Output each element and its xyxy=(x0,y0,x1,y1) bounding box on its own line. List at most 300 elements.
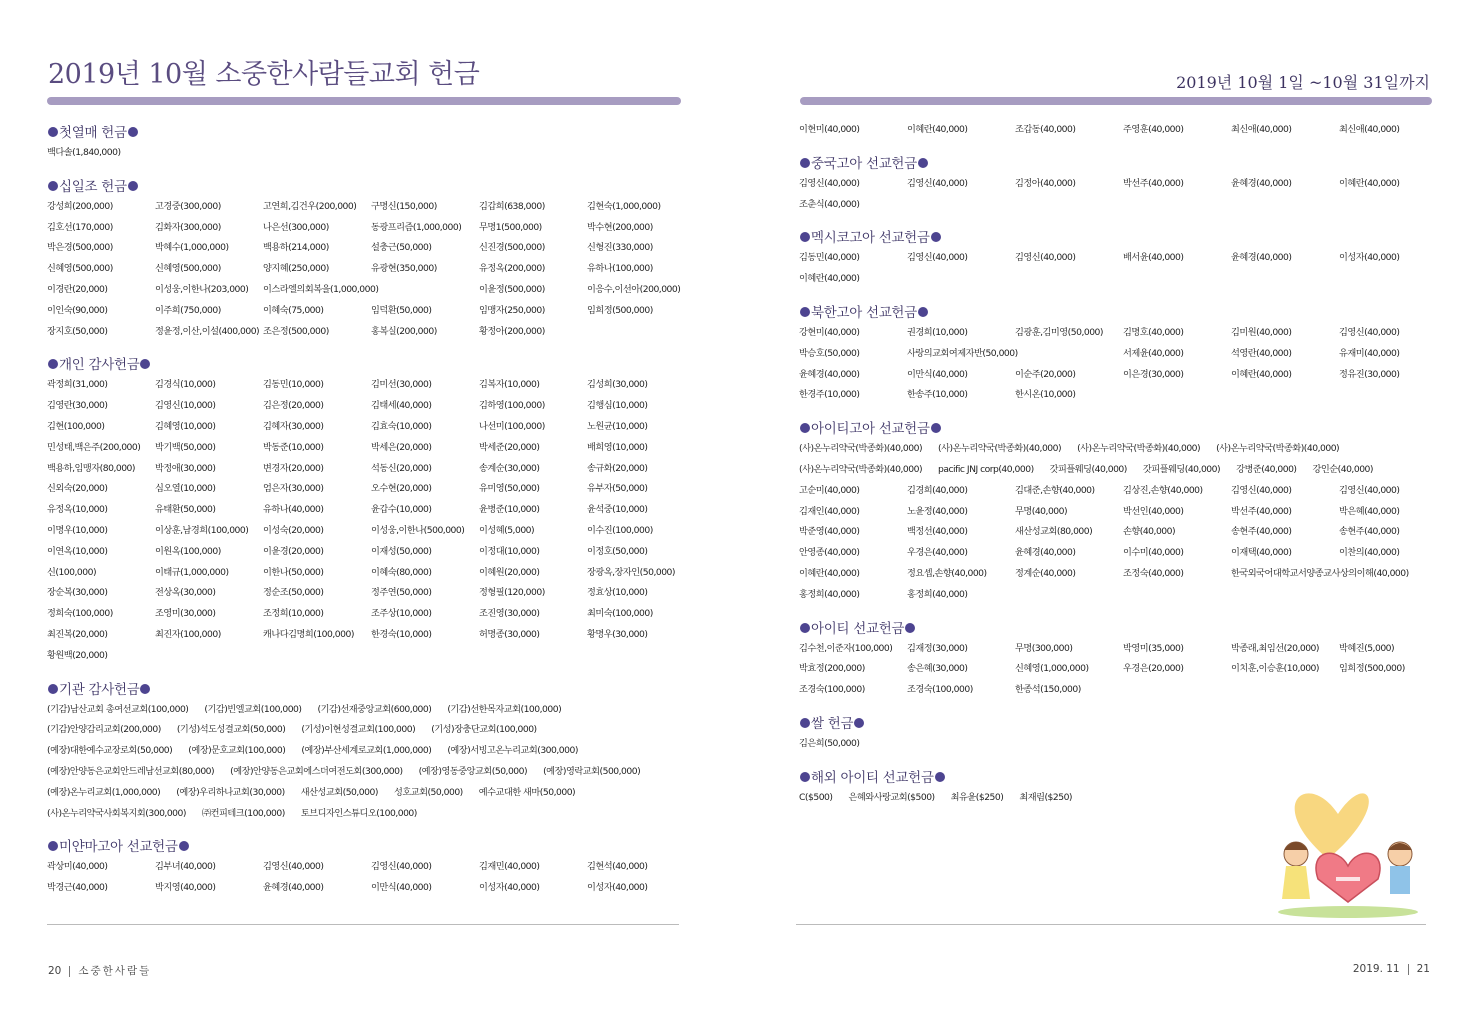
donor-entry: 조은정(500,000) xyxy=(263,325,329,337)
donor-row xyxy=(799,460,1439,481)
donor-entry: 이한나(50,000) xyxy=(263,566,324,578)
donor-entry: 구명신(150,000) xyxy=(371,200,437,212)
donor-entry: 이혜란(40,000) xyxy=(907,124,968,135)
donor-entry: 박동준(10,000) xyxy=(263,441,324,453)
donor-entry: 곽상미(40,000) xyxy=(47,861,108,873)
donor-entry: ㈜컨피테크(100,000) xyxy=(201,807,285,819)
donor-entry: 허명종(30,000) xyxy=(479,628,540,640)
donor-entry: 박승호(50,000) xyxy=(799,347,860,359)
section-title xyxy=(799,155,1439,174)
donor-entry: 서제윤(40,000) xyxy=(1123,347,1184,359)
donor-entry: (예장)우리하나교회(30,000) xyxy=(176,786,285,798)
donor-entry: 송현주(40,000) xyxy=(1339,526,1400,538)
donor-entry: 윤혜경(40,000) xyxy=(799,368,860,380)
donor-entry: 유미영(50,000) xyxy=(479,483,540,495)
donor-entry: 김경희(40,000) xyxy=(907,484,968,496)
donor-entry: 조정희(10,000) xyxy=(263,608,324,620)
donor-list xyxy=(799,120,1439,141)
donor-entry: (사)온누리약국(박종화)(40,000) xyxy=(799,443,923,455)
donor-entry: (사)온누리약국(박종화)(40,000) xyxy=(1216,443,1340,455)
page-number-right: 21 xyxy=(1416,963,1430,975)
donor-entry: 신혜영(500,000) xyxy=(155,263,221,275)
section-title-text: 첫열매 헌금 xyxy=(59,125,127,141)
donor-entry: 정요셉,손향(40,000) xyxy=(907,567,987,579)
donor-list xyxy=(799,248,1439,290)
donor-entry: 이성자(40,000) xyxy=(1339,252,1400,264)
section-title xyxy=(799,229,1439,248)
donor-entry: 이성웅,이한나(500,000) xyxy=(371,524,465,536)
donor-entry: 정효상(10,000) xyxy=(587,587,648,599)
bottom-rule-left xyxy=(47,924,679,925)
donor-entry: 박수현(200,000) xyxy=(587,221,653,233)
donor-entry: (예장)문호교회(100,000) xyxy=(188,745,286,757)
donor-entry: 이재택(40,000) xyxy=(1231,547,1292,559)
donor-entry: 최미숙(100,000) xyxy=(587,608,653,620)
donor-entry: 장광옥,장자인(50,000) xyxy=(587,566,675,578)
donor-list xyxy=(799,323,1439,406)
donor-entry: 고경중(300,000) xyxy=(155,200,221,212)
bullet-dot-icon xyxy=(128,127,138,137)
donor-entry: 주영훈(40,000) xyxy=(1123,124,1184,135)
donor-entry: 조영미(30,000) xyxy=(155,608,216,620)
donor-entry: 노윤정(40,000) xyxy=(907,505,968,517)
section-title xyxy=(799,715,1439,734)
donor-entry: 김미원(40,000) xyxy=(1231,326,1292,338)
donor-entry: 김현석(40,000) xyxy=(587,861,648,873)
donor-entry: 박기백(50,000) xyxy=(155,441,216,453)
bullet-dot-icon xyxy=(854,718,864,728)
donor-entry: (예장)영락교회(500,000) xyxy=(543,765,641,777)
donor-entry: 이성혜(5,000) xyxy=(479,524,535,536)
donor-entry: 전상옥(30,000) xyxy=(155,587,216,599)
donor-entry: 장지호(50,000) xyxy=(47,325,108,337)
donor-entry: 김효숙(10,000) xyxy=(371,420,432,432)
donor-entry: 설충근(50,000) xyxy=(371,242,432,254)
donor-entry: 이찬의(40,000) xyxy=(1339,547,1400,559)
donor-entry: 은혜와사랑교회($500) xyxy=(848,791,935,803)
donor-entry: 손향(40,000) xyxy=(1123,526,1176,538)
donor-entry: 김은정(20,000) xyxy=(263,400,324,412)
donor-entry: 조경숙(100,000) xyxy=(799,684,865,696)
donor-entry: 박정애(30,000) xyxy=(155,462,216,474)
donor-entry: 이혜란(40,000) xyxy=(799,273,860,285)
donor-entry: 한국외국어대학교서양종교사상의이해(40,000) xyxy=(1231,567,1409,579)
donor-entry: (예장)서빙고온누리교회(300,000) xyxy=(447,745,578,757)
donor-list xyxy=(47,857,687,899)
donor-entry xyxy=(587,322,695,343)
donor-entry: 최신애(40,000) xyxy=(1339,124,1400,135)
donor-entry: 홍정희(40,000) xyxy=(799,588,860,600)
donor-entry: 조정숙(40,000) xyxy=(1123,567,1184,579)
donor-entry: 고순미(40,000) xyxy=(799,484,860,496)
offering-section xyxy=(47,178,687,343)
donor-entry: 박선주(40,000) xyxy=(1123,177,1184,189)
donor-entry: 이혜란(40,000) xyxy=(1231,368,1292,380)
bullet-dot-icon xyxy=(140,684,150,694)
donor-entry: 새산성교회(50,000) xyxy=(300,786,378,798)
offering-section xyxy=(799,715,1439,755)
donor-entry: 이응수,이선아(200,000) xyxy=(587,283,681,295)
donor-entry: (기감)선한목자교회(100,000) xyxy=(447,703,562,715)
donor-entry: 김현숙(1,000,000) xyxy=(587,200,661,212)
donor-entry: (기성)이현성결교회(100,000) xyxy=(301,724,416,736)
offering-section xyxy=(799,620,1439,701)
bullet-dot-icon xyxy=(800,307,810,317)
donor-entry: 정유진(30,000) xyxy=(1339,368,1400,380)
donor-entry: 김동민(40,000) xyxy=(799,252,860,264)
bullet-dot-icon xyxy=(918,307,928,317)
donor-entry: 동광프리즘(1,000,000) xyxy=(371,221,462,233)
donor-entry: (예장)온누리교회(1,000,000) xyxy=(47,786,161,798)
section-title-text: 멕시코고아 선교헌금 xyxy=(811,230,930,247)
donor-entry: 이연옥(10,000) xyxy=(47,545,108,557)
donor-entry: 유광현(350,000) xyxy=(371,263,437,275)
donor-entry: (예장)대한예수교장로회(50,000) xyxy=(47,745,173,757)
section-title xyxy=(799,620,1439,639)
donor-entry: 황정아(200,000) xyxy=(479,325,545,337)
donor-entry: 유태환(50,000) xyxy=(155,504,216,516)
donor-entry: 김영신(40,000) xyxy=(907,252,968,264)
offering-section xyxy=(47,838,687,899)
donor-entry: (기감)선재중앙교회(600,000) xyxy=(317,703,432,715)
donor-entry xyxy=(1339,564,1447,585)
donor-entry: 이혜숙(75,000) xyxy=(263,304,324,316)
donor-entry: 최신애(40,000) xyxy=(1231,124,1292,135)
donor-entry: 신진경(500,000) xyxy=(479,242,545,254)
donor-entry: 정희숙(100,000) xyxy=(47,608,113,620)
donor-entry: 노원균(10,000) xyxy=(587,420,648,432)
donor-entry: 이윤정(500,000) xyxy=(479,283,545,295)
donor-entry: 이인숙(90,000) xyxy=(47,304,108,316)
bullet-dot-icon xyxy=(935,772,945,782)
donor-entry: 변경자(20,000) xyxy=(263,462,324,474)
donor-entry: 홍복실(200,000) xyxy=(371,325,437,337)
donor-entry: 윤혜경(40,000) xyxy=(1015,547,1076,559)
donor-entry: 김행심(10,000) xyxy=(587,400,648,412)
donor-entry: 안영종(40,000) xyxy=(799,547,860,559)
donor-entry: 윤혜경(40,000) xyxy=(1231,177,1292,189)
donor-entry: 김현(100,000) xyxy=(47,420,105,432)
donor-entry: 박선주(40,000) xyxy=(1231,505,1292,517)
donor-entry: 무명(40,000) xyxy=(1015,505,1068,517)
section-title-text: 기관 감사헌금 xyxy=(59,681,140,698)
donor-entry: (사)온누리약국(박종화)(40,000) xyxy=(938,443,1062,455)
donor-entry: 이재성(50,000) xyxy=(371,545,432,557)
donor-entry: 장순복(30,000) xyxy=(47,587,108,599)
donor-entry: 이상훈,남경희(100,000) xyxy=(155,524,249,536)
donor-entry: 한송주(10,000) xyxy=(907,389,968,401)
donor-entry: 김화자(300,000) xyxy=(155,221,221,233)
section-title-text: 미얀마고아 선교헌금 xyxy=(59,839,178,856)
donor-entry: 김성희(30,000) xyxy=(587,379,648,391)
donor-entry: 배서윤(40,000) xyxy=(1123,252,1184,264)
donor-entry: 윤혜경(40,000) xyxy=(263,882,324,894)
donor-entry: 강성희(200,000) xyxy=(47,200,113,212)
donor-list xyxy=(47,375,687,666)
donor-list xyxy=(47,197,687,343)
donor-entry: 신혜영(1,000,000) xyxy=(1015,663,1089,675)
donor-entry: 박종래,최임선(20,000) xyxy=(1231,642,1319,654)
donor-entry: 이혜란(40,000) xyxy=(1339,177,1400,189)
donor-entry: 임희정(500,000) xyxy=(587,304,653,316)
donor-entry xyxy=(1015,344,1123,365)
donor-list xyxy=(799,639,1439,701)
offering-section xyxy=(799,155,1439,216)
bullet-dot-icon xyxy=(800,423,810,433)
donor-entry: 고연희,김건우(200,000) xyxy=(263,200,357,212)
donor-row xyxy=(799,439,1439,460)
section-title-text: 아이티 선교헌금 xyxy=(811,620,905,637)
donor-entry: 성호교회(50,000) xyxy=(393,786,463,798)
bullet-dot-icon xyxy=(918,158,928,168)
donor-entry: 임희정(500,000) xyxy=(1339,663,1405,675)
donor-entry: 강병준(40,000) xyxy=(1236,463,1297,475)
donor-entry: 신(100,000) xyxy=(47,566,97,578)
donor-entry: 백용하,임맹자(80,000) xyxy=(47,462,135,474)
bullet-dot-icon xyxy=(48,359,58,369)
bullet-dot-icon xyxy=(800,623,810,633)
donor-entry: 김영신(40,000) xyxy=(1231,484,1292,496)
donor-entry: 이성숙(20,000) xyxy=(263,524,324,536)
donor-entry: 사랑의교회여제자반(50,000) xyxy=(907,347,1018,359)
donor-entry: 정형필(120,000) xyxy=(479,587,545,599)
offering-section xyxy=(799,304,1439,406)
donor-entry: 조주상(10,000) xyxy=(371,608,432,620)
donor-entry: 양지혜(250,000) xyxy=(263,263,329,275)
donor-entry: (사)온누리약국사회복지회(300,000) xyxy=(47,807,186,819)
heart-children-illustration-icon xyxy=(1268,774,1432,919)
offering-section xyxy=(47,681,687,825)
date-range: 2019년 10월 1일 ~10월 31일까지 xyxy=(1176,73,1430,92)
donor-entry: 박경근(40,000) xyxy=(47,882,108,894)
section-title-text: 개인 감사헌금 xyxy=(59,357,140,374)
donor-entry: 이스라엘의회복을(1,000,000) xyxy=(263,283,379,295)
donor-entry: (기성)석도성결교회(50,000) xyxy=(176,724,286,736)
bullet-dot-icon xyxy=(128,181,138,191)
donor-entry: 이정호(50,000) xyxy=(587,545,648,557)
donor-entry: 김은희(50,000) xyxy=(799,737,860,749)
donor-entry: (예장)안양동은교회에스더여전도회(300,000) xyxy=(230,765,403,777)
footer-left xyxy=(48,963,151,978)
donor-entry: 조진영(30,000) xyxy=(479,608,540,620)
donor-list xyxy=(47,143,687,164)
donor-entry: 김재인(40,000) xyxy=(799,505,860,517)
donor-entry: 이수미(40,000) xyxy=(1123,547,1184,559)
donor-list xyxy=(799,174,1439,216)
donor-entry: 송현주(40,000) xyxy=(1231,526,1292,538)
donor-entry: 박준영(40,000) xyxy=(799,526,860,538)
offering-section xyxy=(799,120,1439,141)
donor-entry: 박영미(35,000) xyxy=(1123,642,1184,654)
donor-entry: 이순주(20,000) xyxy=(1015,368,1076,380)
donor-entry: 윤병준(10,000) xyxy=(479,504,540,516)
donor-entry: 김영신(40,000) xyxy=(371,861,432,873)
donor-entry: 박혜진(5,000) xyxy=(1339,642,1395,654)
donor-entry: 김호선(170,000) xyxy=(47,221,113,233)
donor-entry: pacific JNJ corp(40,000) xyxy=(938,463,1034,475)
donor-entry: 예수교대한 새마(50,000) xyxy=(478,786,576,798)
donor-entry: 이성웅,이한나(203,000) xyxy=(155,283,249,295)
donor-entry: 최유윤($250) xyxy=(950,791,1004,803)
bullet-dot-icon xyxy=(800,232,810,242)
offering-section xyxy=(47,356,687,666)
donor-entry: 유부자(50,000) xyxy=(587,483,648,495)
right-page-column xyxy=(799,120,1439,823)
donor-entry: 강인순(40,000) xyxy=(1312,463,1373,475)
donor-entry: 캐나다김명희(100,000) xyxy=(263,628,354,640)
section-title xyxy=(47,838,687,857)
donor-entry: 정주연(50,000) xyxy=(371,587,432,599)
donor-entry: 이주희(750,000) xyxy=(155,304,221,316)
donor-entry: 무명(300,000) xyxy=(1015,642,1073,654)
donor-entry: 김미선(30,000) xyxy=(371,379,432,391)
donor-entry: 심오열(10,000) xyxy=(155,483,216,495)
section-title xyxy=(47,681,687,700)
donor-entry: (기감)빈엘교회(100,000) xyxy=(204,703,302,715)
donor-entry: 이은경(30,000) xyxy=(1123,368,1184,380)
donor-entry: 이현미(40,000) xyxy=(799,124,860,135)
donor-entry: 김하영(100,000) xyxy=(479,400,545,412)
donor-entry: 김영신(40,000) xyxy=(263,861,324,873)
bullet-dot-icon xyxy=(179,841,189,851)
donor-entry: 송계순(30,000) xyxy=(479,462,540,474)
donor-entry: 이원옥(100,000) xyxy=(155,545,221,557)
donor-entry: 정윤정,이산,이설(400,000) xyxy=(155,325,260,337)
donor-entry: 김재민(40,000) xyxy=(479,861,540,873)
donor-entry: 박은혜(40,000) xyxy=(1339,505,1400,517)
donor-entry: 박혜수(1,000,000) xyxy=(155,242,229,254)
bullet-dot-icon xyxy=(931,232,941,242)
donor-entry: 김복자(10,000) xyxy=(479,379,540,391)
donor-entry: 송규화(20,000) xyxy=(587,462,648,474)
donor-entry: 윤갑수(10,000) xyxy=(371,504,432,516)
donor-entry: 석동신(20,000) xyxy=(371,462,432,474)
donor-entry xyxy=(371,280,479,301)
donor-entry: (예장)부산세계로교회(1,000,000) xyxy=(301,745,432,757)
donor-entry: 박효정(200,000) xyxy=(799,663,865,675)
donor-entry: 박은경(500,000) xyxy=(47,242,113,254)
donor-entry: (사)온누리약국(박종화)(40,000) xyxy=(1077,443,1201,455)
donor-entry: 한경숙(10,000) xyxy=(371,628,432,640)
donor-entry: 이수진(100,000) xyxy=(587,524,653,536)
donor-entry: 김동민(10,000) xyxy=(263,379,324,391)
bullet-dot-icon xyxy=(48,181,58,191)
donor-entry: 유재미(40,000) xyxy=(1339,347,1400,359)
donor-entry: 황명우(30,000) xyxy=(587,628,648,640)
bullet-dot-icon xyxy=(800,718,810,728)
donor-entry: 우경은(20,000) xyxy=(1123,663,1184,675)
donor-entry: 배희영(10,000) xyxy=(587,441,648,453)
donor-entry: 김광훈,김미영(50,000) xyxy=(1015,326,1103,338)
donor-entry: 김영신(40,000) xyxy=(907,177,968,189)
bullet-dot-icon xyxy=(905,623,915,633)
donor-entry: 신외숙(20,000) xyxy=(47,483,108,495)
donor-entry: 박선인(40,000) xyxy=(1123,505,1184,517)
donor-entry: 신형진(330,000) xyxy=(587,242,653,254)
donor-entry: 권경희(10,000) xyxy=(907,326,968,338)
donor-entry: 유정옥(200,000) xyxy=(479,263,545,275)
donor-entry: 이치훈,이승훈(10,000) xyxy=(1231,663,1319,675)
left-page-column xyxy=(47,120,687,913)
donor-entry: 김경식(10,000) xyxy=(155,379,216,391)
donor-entry: 김영신(40,000) xyxy=(799,177,860,189)
donor-entry: 오수현(20,000) xyxy=(371,483,432,495)
donor-entry: (기감)안양감리교회(200,000) xyxy=(47,724,161,736)
donor-entry: 유정옥(10,000) xyxy=(47,504,108,516)
section-title xyxy=(47,356,687,375)
donor-entry: 최진복(20,000) xyxy=(47,628,108,640)
offering-section xyxy=(799,229,1439,290)
donor-entry: 나선미(100,000) xyxy=(479,420,545,432)
section-title xyxy=(799,420,1439,439)
section-title-text: 십일조 헌금 xyxy=(59,178,127,195)
offering-section xyxy=(47,124,687,164)
section-title xyxy=(47,124,687,143)
donor-entry: 이만식(40,000) xyxy=(907,368,968,380)
section-title-text: 쌀 헌금 xyxy=(811,715,854,732)
donor-entry: 김명호(40,000) xyxy=(1123,326,1184,338)
donor-entry: 강현미(40,000) xyxy=(799,326,860,338)
donor-entry: 이혜란(40,000) xyxy=(799,567,860,579)
donor-entry: 김상진,손향(40,000) xyxy=(1123,484,1203,496)
donor-entry: 김영신(40,000) xyxy=(1339,326,1400,338)
donor-entry: 김대준,손향(40,000) xyxy=(1015,484,1095,496)
donor-entry: 한종석(150,000) xyxy=(1015,684,1081,696)
donor-entry: 김태세(40,000) xyxy=(371,400,432,412)
donor-entry: 정계순(40,000) xyxy=(1015,567,1076,579)
section-title-text: 중국고아 선교헌금 xyxy=(811,155,917,172)
donor-entry: 이정대(10,000) xyxy=(479,545,540,557)
donor-entry: 조경숙(100,000) xyxy=(907,684,973,696)
donor-entry: 갓피플웨딩(40,000) xyxy=(1049,463,1127,475)
donor-entry: 이명우(10,000) xyxy=(47,524,108,536)
bullet-dot-icon xyxy=(48,127,58,137)
donor-entry: 석영란(40,000) xyxy=(1231,347,1292,359)
donor-entry: 김수천,이준자(100,000) xyxy=(799,642,893,654)
donor-entry: 송은혜(30,000) xyxy=(907,663,968,675)
donor-entry: 정순조(50,000) xyxy=(263,587,324,599)
donor-entry: 이만식(40,000) xyxy=(371,882,432,894)
donor-entry: 나은선(300,000) xyxy=(263,221,329,233)
donor-entry: 김갑희(638,000) xyxy=(479,200,545,212)
donor-entry: 김혜영(10,000) xyxy=(155,420,216,432)
donor-entry: 새산성교회(80,000) xyxy=(1015,526,1093,538)
donor-entry: 우경은(40,000) xyxy=(907,547,968,559)
donor-entry: 임덕환(50,000) xyxy=(371,304,432,316)
donor-entry: 박지영(40,000) xyxy=(155,882,216,894)
donor-list xyxy=(47,700,687,825)
donor-entry: (사)온누리약국(박종화)(40,000) xyxy=(799,463,923,475)
donor-entry: 최재림($250) xyxy=(1019,791,1073,803)
section-title xyxy=(799,304,1439,323)
issue-date: 2019. 11 xyxy=(1352,963,1400,975)
donor-entry: 윤석중(10,000) xyxy=(587,504,648,516)
donor-entry: 이태규(1,000,000) xyxy=(155,566,229,578)
donor-entry: 박세준(20,000) xyxy=(479,441,540,453)
donor-entry: 이혜원(20,000) xyxy=(479,566,540,578)
header-bar-left xyxy=(47,97,681,105)
bullet-dot-icon xyxy=(931,423,941,433)
donor-entry: 백정선(40,000) xyxy=(907,526,968,538)
donor-list xyxy=(799,734,1439,755)
donor-entry: 조춘식(40,000) xyxy=(799,198,860,210)
donor-entry: 김재정(30,000) xyxy=(907,642,968,654)
donor-entry: (예장)안양동은교회안드레남선교회(80,000) xyxy=(47,765,215,777)
donor-entry: 김영신(10,000) xyxy=(155,400,216,412)
donor-entry: C($500) xyxy=(799,791,833,803)
bullet-dot-icon xyxy=(800,158,810,168)
donor-entry: 갓피플웨딩(40,000) xyxy=(1142,463,1221,475)
